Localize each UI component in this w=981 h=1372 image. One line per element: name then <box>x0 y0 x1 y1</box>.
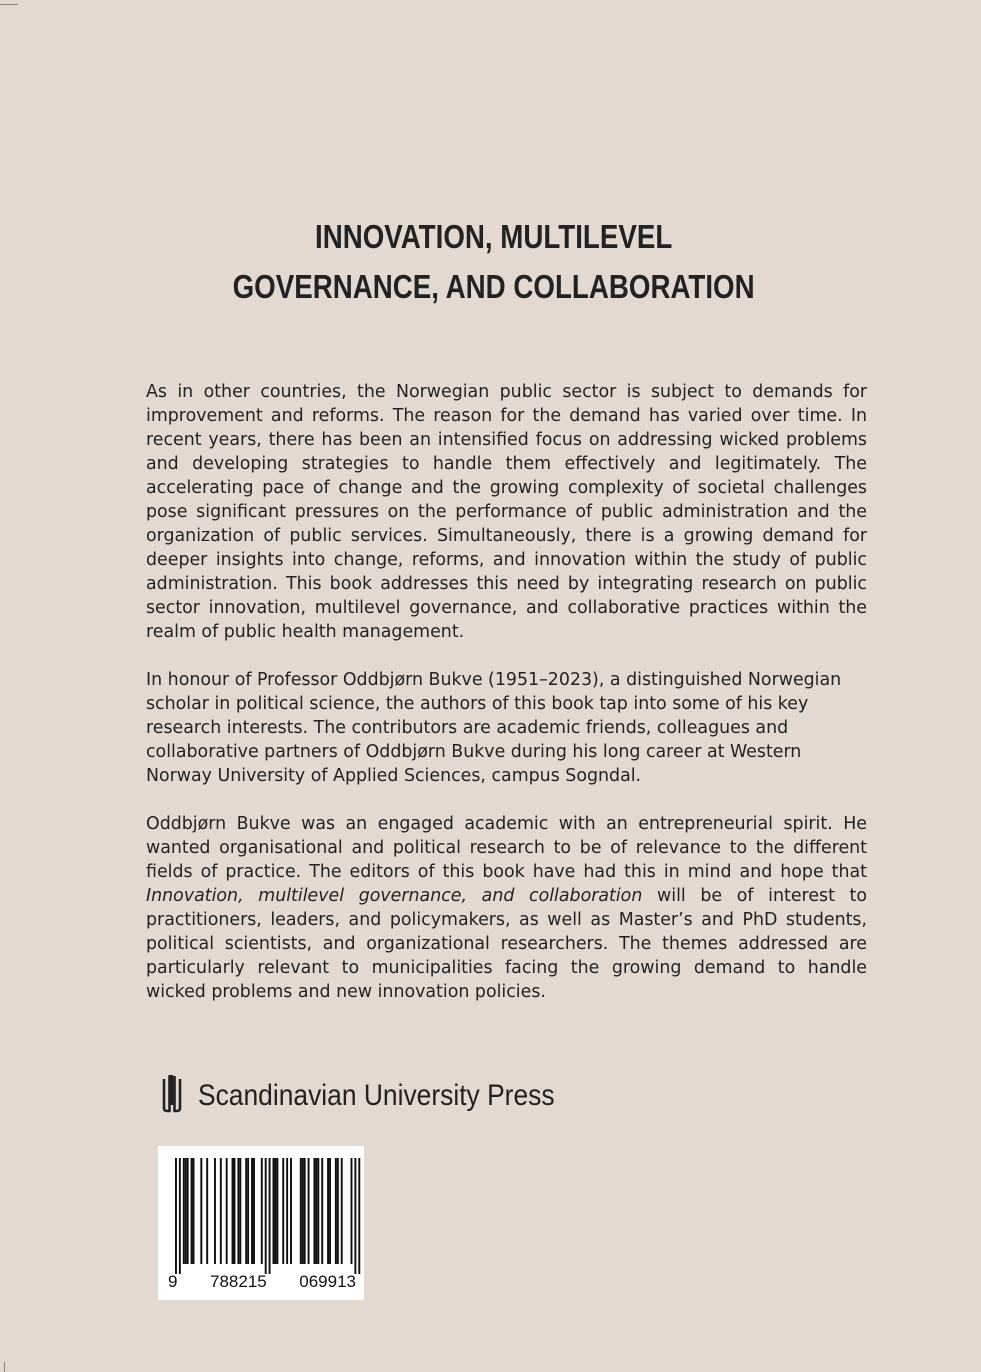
isbn-digit-group-2: 788215 <box>210 1272 267 1291</box>
crop-mark-bottom-left <box>4 1362 5 1372</box>
barcode-bar <box>273 1158 275 1264</box>
barcode-bar <box>253 1158 255 1264</box>
barcode-bar <box>232 1158 234 1264</box>
barcode-bar <box>234 1158 236 1264</box>
publisher-logo-icon <box>160 1075 184 1117</box>
barcode-bar <box>321 1158 323 1264</box>
book-title <box>82 212 906 312</box>
barcode-bar <box>282 1158 284 1264</box>
blurb-paragraph-3 <box>146 812 867 1004</box>
blurb-paragraph-1: As in other countries, the Norwegian public sector is subject to demands for improvement and reforms. The reason for the demand has varied over time. In recent years, there has been an intensified focus on addressing wicked problems and developing strategies to handle them effectively and legitimately. The accelerating pace of change and the growing complexity of societal challenges pose significant pressures on the performance of public administration and the organization of public services. Simultaneously, there is a growing demand for deeper insights into change, reforms, and innovation within the study of public administration. This book addresses this need by integrating research on public sector innovation, multilevel governance, and collaborative practices within the realm of public health management. <box>146 382 867 642</box>
barcode-bar <box>191 1158 193 1264</box>
barcode-bar <box>327 1158 329 1264</box>
book-title-line-1: INNOVATION, MULTILEVEL <box>314 218 673 255</box>
isbn-digit-group-3: 069913 <box>299 1272 356 1291</box>
publisher <box>160 1077 603 1115</box>
barcode-guard-bar <box>179 1158 181 1274</box>
barcode-bar <box>308 1158 310 1264</box>
barcode-bar <box>286 1158 288 1264</box>
barcode-bar <box>183 1158 185 1264</box>
barcode-bar <box>274 1158 276 1264</box>
crop-mark-top-left <box>0 4 18 5</box>
barcode-bar <box>261 1158 263 1264</box>
blurb-paragraph-3-text-end: will be of interest to practitioners, leaders, and policymakers, as well as Master’s and PhD students, political scientists, and organizational researchers. The themes addressed are particularly relevant to municipalities facing the growing demand to handle wicked problems and new innovation policies. <box>146 886 868 1002</box>
barcode-bar <box>214 1158 216 1264</box>
publisher-name: Scandinavian University Press <box>198 1079 555 1112</box>
barcode-bar <box>329 1158 331 1264</box>
isbn-digit-group-1: 9 <box>168 1272 178 1291</box>
barcode-bar <box>193 1158 195 1264</box>
barcode-bar <box>187 1158 189 1264</box>
barcode-guard-bar <box>175 1158 177 1274</box>
blurb-paragraph-3-text: Oddbjørn Bukve was an engaged academic with an entrepreneurial spirit. He wanted organisational and political research to be of relevance to the different fields of practice. The editors of this book have had this in mind and hope that <box>146 814 867 882</box>
barcode-guard-bar <box>269 1158 271 1274</box>
book-title-line-2: GOVERNANCE, AND COLLABORATION <box>232 268 755 305</box>
barcode-bar <box>317 1158 319 1264</box>
barcode-bar <box>300 1158 302 1264</box>
isbn-barcode <box>158 1146 364 1300</box>
barcode-bar <box>337 1158 339 1264</box>
barcode-bar <box>226 1158 228 1264</box>
barcode-bar <box>220 1158 222 1264</box>
blurb-paragraph-2: In honour of Professor Oddbjørn Bukve (1951–2023), a distinguished Norwegian scholar in political science, the authors of this book tap into some of his key research interests. The contributors are academic friends, colleagues and collaborative partners of Oddbjørn Bukve during his long career at Western Norway University of Applied Sciences, campus Sogndal. <box>146 670 842 786</box>
barcode-bar <box>315 1158 317 1264</box>
barcode-bar <box>335 1158 337 1264</box>
barcode-bar <box>206 1158 208 1264</box>
barcode-bar <box>304 1158 306 1264</box>
book-title-italic: Innovation, multilevel governance, and collaboration <box>146 886 643 906</box>
barcode-guard-bar <box>358 1158 360 1274</box>
barcode-bar <box>351 1158 353 1264</box>
barcode-bar <box>185 1158 187 1264</box>
blurb <box>146 380 867 1028</box>
barcode-bar <box>341 1158 343 1264</box>
barcode-bar <box>237 1158 239 1264</box>
barcode-bar <box>245 1158 247 1264</box>
barcode-guard-bar <box>354 1158 356 1274</box>
isbn-number <box>168 1272 356 1292</box>
barcode-bars <box>158 1146 364 1274</box>
barcode-bar <box>302 1158 304 1264</box>
barcode-bar <box>251 1158 253 1264</box>
barcode-bar <box>276 1158 278 1264</box>
barcode-guard-bar <box>265 1158 267 1274</box>
barcode-bar <box>290 1158 292 1264</box>
barcode-bar <box>247 1158 249 1264</box>
barcode-bar <box>200 1158 202 1264</box>
barcode-bar <box>313 1158 315 1264</box>
barcode-bar <box>239 1158 241 1264</box>
